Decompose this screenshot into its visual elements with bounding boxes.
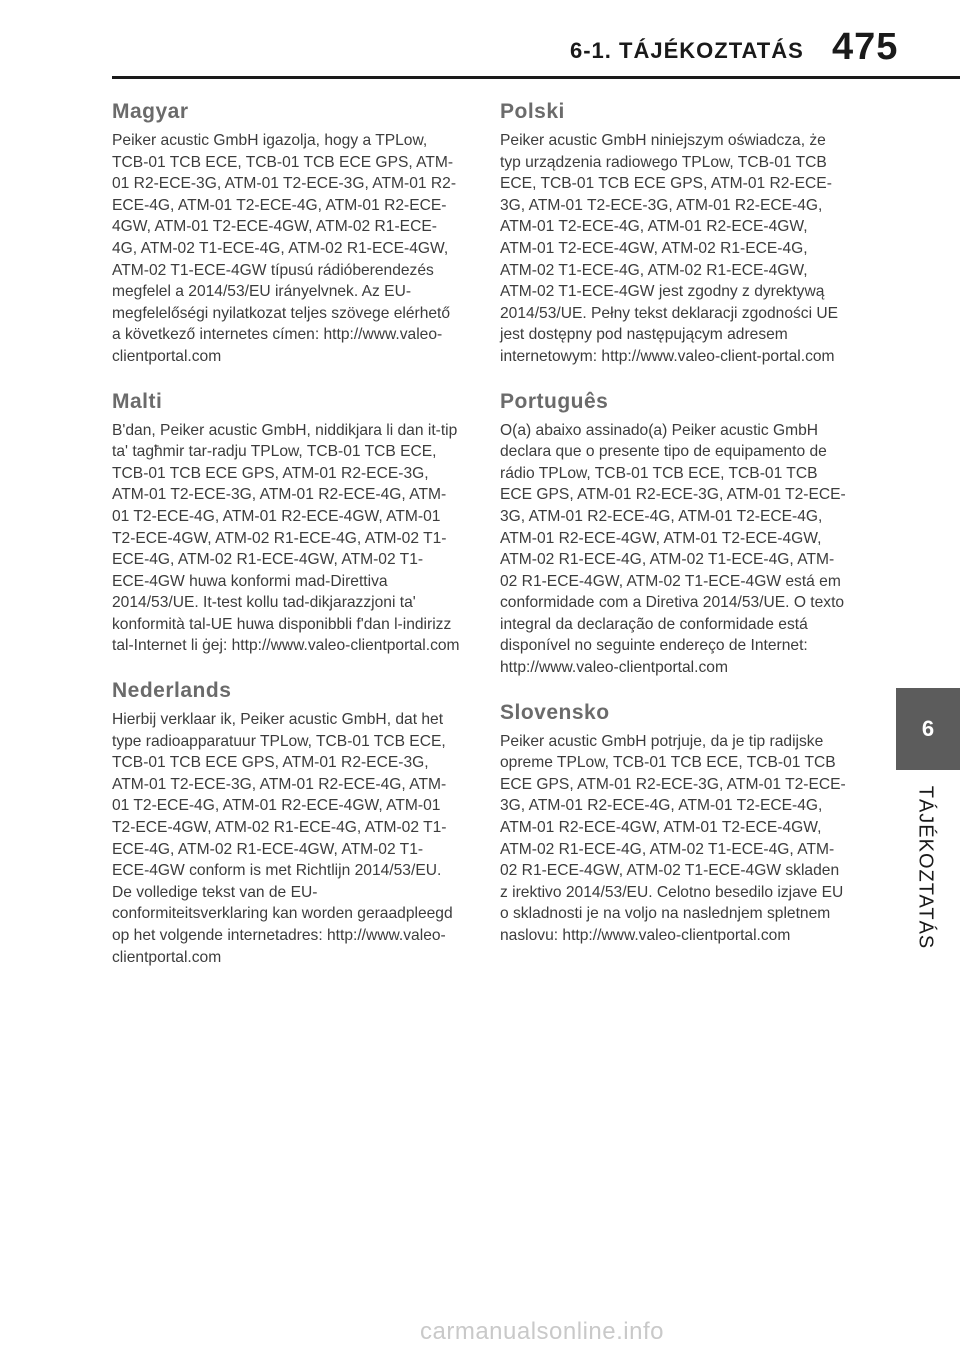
watermark: carmanualsonline.info: [420, 1318, 664, 1345]
section-title: 6-1. TÁJÉKOZTATÁS: [570, 38, 804, 63]
language-heading: Magyar: [112, 100, 189, 123]
page-number: 475: [832, 26, 899, 68]
header-rule: [112, 76, 960, 79]
chapter-label: TÁJÉKOZTATÁS: [914, 785, 937, 950]
language-text: Hierbij verklaar ik, Peiker acustic GmbH, dat het type radioapparatuur TPLow, TCB-01 TCB ECE, TCB-01 TCB ECE GPS, ATM-01 R2-ECE-3G, ATM-01 T2-ECE-3G, ATM-01 R2-ECE-4G, ATM-01 T2-ECE-4G, ATM-01 R2-ECE-4GW, ATM-01 T2-ECE-4GW, ATM-02 R1-ECE-4G, ATM-02 T1-ECE-4G, ATM-02 R1-ECE-4GW, ATM-02 T1-ECE-4GW conform is met Richtlijn 2014/53/EU. De volledige tekst van de EU-conformiteitsverklaring kan worden geraadpleegd op het volgende internetadres: http://www.valeo-clientportal.com: [112, 711, 453, 966]
page-header: [0, 0, 960, 80]
language-section-malti: [112, 390, 460, 658]
language-section-nederlands: [112, 679, 460, 968]
right-column: [500, 100, 848, 969]
language-heading: Português: [500, 389, 609, 413]
language-section-magyar: [112, 100, 460, 368]
language-heading: Malti: [112, 389, 163, 413]
left-column: [112, 100, 460, 990]
language-text: Peiker acustic GmbH potrjuje, da je tip radijske opreme TPLow, TCB-01 TCB ECE, TCB-01 TCB ECE GPS, ATM-01 R2-ECE-3G, ATM-01 T2-ECE-3G, ATM-01 R2-ECE-4G, ATM-01 T2-ECE-4G, ATM-01 R2-ECE-4GW, ATM-01 T2-ECE-4GW, ATM-02 R1-ECE-4G, ATM-02 T1-ECE-4G, ATM-02 R1-ECE-4GW, ATM-02 T1-ECE-4GW skladen z irektivo 2014/53/EU. Celotno besedilo izjave EU o skladnosti je na voljo na naslednjem spletnem naslovu: http://www.valeo-clientportal.com: [500, 732, 846, 944]
language-heading: Slovensko: [500, 700, 610, 724]
language-text: O(a) abaixo assinado(a) Peiker acustic GmbH declara que o presente tipo de equipamento de rádio TPLow, TCB-01 TCB ECE, TCB-01 TCB ECE GPS, ATM-01 R2-ECE-3G, ATM-01 T2-ECE-3G, ATM-01 R2-ECE-4G, ATM-01 T2-ECE-4G, ATM-01 R2-ECE-4GW, ATM-01 T2-ECE-4GW, ATM-02 R1-ECE-4G, ATM-02 T1-ECE-4G, ATM-02 R1-ECE-4GW, ATM-02 T1-ECE-4GW está em conformidade com a Diretiva 2014/53/UE. O texto integral da declaração de conformidade está disponível no seguinte endereço de Internet: http://www.valeo-clientportal.com: [500, 421, 846, 677]
chapter-tab: [896, 688, 960, 770]
language-heading: Nederlands: [112, 679, 232, 703]
language-section-polski: [500, 100, 848, 368]
chapter-number: 6: [921, 716, 935, 741]
language-text: Peiker acustic GmbH igazolja, hogy a TPLow, TCB-01 TCB ECE, TCB-01 TCB ECE GPS, ATM-01 R2-ECE-3G, ATM-01 T2-ECE-3G, ATM-01 R2-ECE-4G, ATM-01 T2-ECE-4G, ATM-01 R2-ECE-4GW, ATM-01 T2-ECE-4GW, ATM-02 R1-ECE-4G, ATM-02 T1-ECE-4G, ATM-02 R1-ECE-4GW, ATM-02 T1-ECE-4GW típusú rádióberendezés megfelel a 2014/53/EU irányelvnek. Az EU-megfelelőségi nyilatkozat teljes szövege elérhető a következő internetes címen: http://www.valeo-clientportal.com: [112, 132, 457, 365]
language-text: Peiker acustic GmbH niniejszym oświadcza, że typ urządzenia radiowego TPLow, TCB-01 TCB ECE, TCB-01 TCB ECE GPS, ATM-01 R2-ECE-3G, ATM-01 T2-ECE-3G, ATM-01 R2-ECE-4G, ATM-01 T2-ECE-4G, ATM-01 R2-ECE-4GW, ATM-01 T2-ECE-4GW, ATM-02 R1-ECE-4G, ATM-02 T1-ECE-4G, ATM-02 R1-ECE-4GW, ATM-02 T1-ECE-4GW jest zgodny z dyrektywą 2014/53/UE. Pełny tekst deklaracji zgodności UE jest dostępny pod następującym adresem internetowym: http://www.valeo-client-portal.com: [500, 132, 839, 365]
language-text: B'dan, Peiker acustic GmbH, niddikjara li dan it-tip ta' tagħmir tar-radju TPLow, TCB-01 TCB ECE, TCB-01 TCB ECE GPS, ATM-01 R2-ECE-3G, ATM-01 T2-ECE-3G, ATM-01 R2-ECE-4G, ATM-01 T2-ECE-4G, ATM-01 R2-ECE-4GW, ATM-01 T2-ECE-4GW, ATM-02 R1-ECE-4G, ATM-02 T1-ECE-4G, ATM-02 R1-ECE-4GW, ATM-02 T1-ECE-4GW huwa konformi mad-Direttiva 2014/53/UE. It-test kollu tad-dikjarazzjoni ta' konformità tal-UE huwa disponibbli f'dan l-indirizz tal-Internet li ġej: http://www.valeo-clientportal.com: [112, 421, 460, 655]
chapter-label-container: [900, 785, 956, 960]
language-section-slovensko: [500, 701, 848, 947]
language-heading: Polski: [500, 100, 565, 123]
language-section-portugues: [500, 390, 848, 679]
